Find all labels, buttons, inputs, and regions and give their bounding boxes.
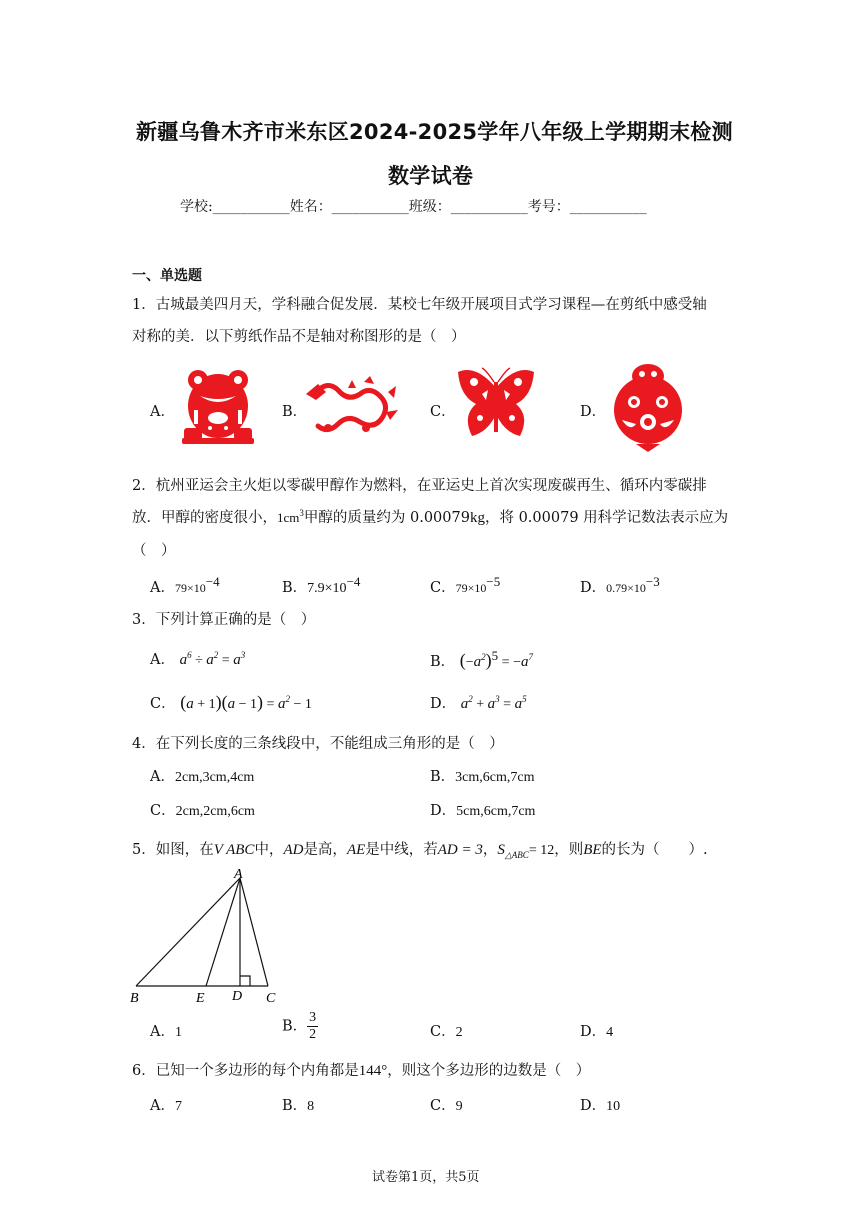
q4-option-b: B．3cm,6cm,7cm: [430, 769, 535, 785]
label-d: D: [232, 989, 243, 1004]
q2-stem-line3: （ ）: [132, 543, 176, 559]
q1-option-a-label: A．: [150, 404, 175, 420]
right-angle-mark: [240, 976, 250, 986]
q3-option-c: C． $(a + 1)(a - 1) = a^2 - 1$: [150, 692, 312, 712]
q2-option-b: B．$7.9\times 10^{-4}$: [282, 574, 361, 596]
q2-stem-line1: 2．杭州亚运会主火炬以零碳甲醇作为燃料，在亚运史上首次实现废碳再生、循环内零碳排: [132, 478, 707, 494]
q5-option-b: B． $\frac{3}{2}$: [282, 1010, 317, 1042]
q4-option-c: C．2cm,2cm,6cm: [150, 803, 255, 819]
q1-option-c-label: C．: [430, 404, 456, 420]
q4-option-d: D．5cm,6cm,7cm: [430, 803, 536, 819]
q2-option-d: D．$0.79\times 10^{-3}$: [580, 574, 660, 596]
q6-option-a: A．7: [150, 1098, 182, 1114]
label-e: E: [196, 991, 205, 1006]
q2-stem-line2: 放．甲醇的密度很小，$1cm^3$甲醇的质量约为 0.00079kg，将 0.00079 用科学记数法表示应为: [132, 508, 729, 526]
exam-title-line2: 数学试卷: [388, 164, 474, 188]
q6-option-d: D．10: [580, 1098, 621, 1114]
q5-option-c: C．2: [430, 1024, 463, 1040]
q2-option-a: A．$79\times 10^{-4}$: [150, 574, 220, 596]
q6-option-b: B．8: [282, 1098, 315, 1114]
q6-option-c: C．9: [430, 1098, 463, 1114]
q5-option-a: A．1: [150, 1024, 182, 1040]
exam-title-line1: 新疆乌鲁木齐市米东区2024-2025学年八年级上学期期末检测: [136, 120, 733, 144]
student-info-line: 学校:___________姓名：___________班级：___________考号：___________: [180, 199, 647, 215]
q3-stem: 3．下列计算正确的是（ ）: [132, 612, 316, 628]
butterfly-papercut-image: [456, 366, 536, 444]
q2-unit-cm3: $1cm^3$: [277, 508, 304, 525]
q1-option-d-label: D．: [580, 404, 607, 420]
section-heading: 一、单选题: [132, 268, 202, 284]
q1-stem-line2: 对称的美．以下剪纸作品不是轴对称图形的是（ ）: [132, 329, 466, 345]
q3-option-a: A． $a^6 \div a^2 = a^3$: [150, 650, 246, 668]
q6-stem: 6．已知一个多边形的每个内角都是144°，则这个多边形的边数是（ ）: [132, 1063, 591, 1079]
q5-option-d: D．4: [580, 1024, 614, 1040]
q1-stem-line1: 1．古城最美四月天，学科融合促发展．某校七年级开展项目式学习课程—在剪纸中感受轴: [132, 297, 707, 313]
label-b: B: [130, 991, 139, 1006]
q3-option-b: B． $(-a^2)^5 = -a^7$: [430, 648, 533, 670]
q4-option-a: A．2cm,3cm,4cm: [150, 769, 255, 785]
q1-option-b-label: B．: [282, 404, 308, 420]
triangle-figure: [126, 866, 286, 1008]
q3-option-d: D． $a^2 + a^3 = a^5$: [430, 694, 527, 712]
q4-stem: 4．在下列长度的三条线段中，不能组成三角形的是（ ）: [132, 736, 504, 752]
median-ae: [206, 878, 240, 986]
side-ab: [136, 878, 240, 986]
q2-option-c: C．$79\times 10^{-5}$: [430, 574, 501, 596]
label-c: C: [266, 991, 276, 1006]
q5-stem: 5．如图，在V ABC中，AD是高，AE是中线，若AD = 3，$S_{\triangle ABC}= 12$，则BE的长为（ ）.: [132, 842, 708, 860]
dragon-papercut-image: [304, 376, 400, 438]
page-footer: 试卷第1页，共5页: [372, 1170, 480, 1185]
frog-papercut-image: [180, 366, 256, 448]
fish-papercut-image: [606, 362, 690, 454]
label-a: A: [234, 867, 243, 882]
side-ac: [240, 878, 268, 986]
